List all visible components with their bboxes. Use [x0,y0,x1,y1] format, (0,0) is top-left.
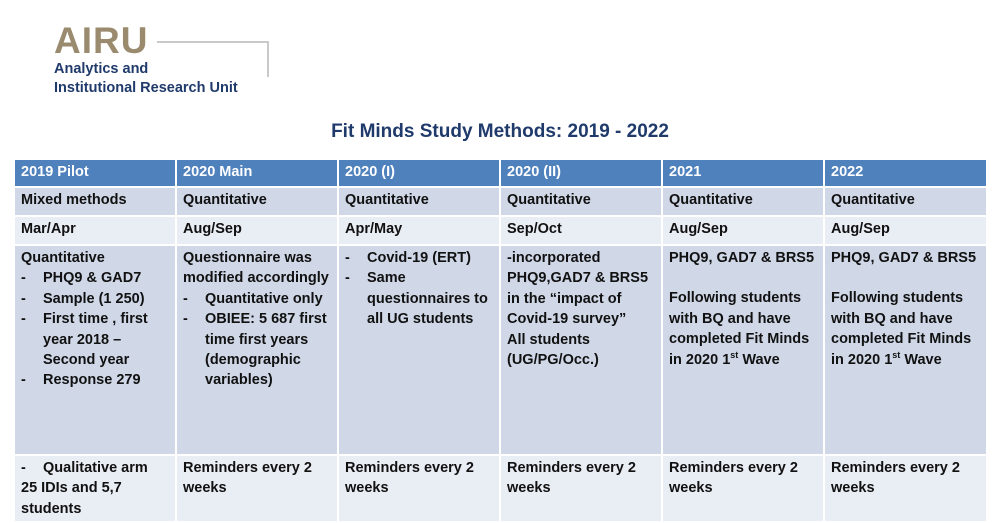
design-cell: Quantitative [662,187,824,216]
details-text: PHQ9, GAD7 & BRS5 [669,250,815,266]
period-cell: Aug/Sep [176,216,338,245]
design-cell: Quantitative [824,187,987,216]
details-item: - Response 279 [21,370,169,390]
design-cell: Quantitative [500,187,662,216]
period-row [14,216,987,245]
details-text-end: Wave [904,351,942,368]
details-text: -incorporated PHQ9,GAD7 & BRS5 in the “impact of Covid-19 survey” [507,250,649,328]
details-list [21,268,169,390]
design-cell: Quantitative [338,187,500,216]
airu-logo [54,22,238,98]
header-2020-i: 2020 (I) [338,159,500,187]
details-intro: Questionnaire was modified accordingly [183,250,329,287]
details-item: - Quantitative only [183,289,331,309]
period-cell: Aug/Sep [662,216,824,245]
period-cell: Sep/Oct [500,216,662,245]
details-item: - First time , first year 2018 – Second year [21,309,169,370]
details-list [345,248,493,330]
logo-divider-vertical [267,41,269,77]
period-cell: Aug/Sep [824,216,987,245]
logo-divider-horizontal [157,41,268,43]
followup-cell: Reminders every 2 weeks [662,455,824,522]
details-cell-2020-ii [500,245,662,455]
followup-text: 25 IDIs and 5,7 students [21,480,122,517]
design-cell: Quantitative [176,187,338,216]
header-2020-main: 2020 Main [176,159,338,187]
details-row [14,245,987,455]
period-cell: Mar/Apr [14,216,176,245]
details-list [183,289,331,391]
methods-table [13,158,988,523]
period-cell: Apr/May [338,216,500,245]
details-intro: Quantitative [21,250,105,266]
header-2021: 2021 [662,159,824,187]
ordinal-suffix: st [892,349,901,360]
ordinal-suffix: st [730,349,739,360]
details-item: - Covid-19 (ERT) [345,248,493,268]
page-title: Fit Minds Study Methods: 2019 - 2022 [331,121,669,142]
followup-cell: Reminders every 2 weeks [176,455,338,522]
details-text [669,288,817,370]
followup-row [14,455,987,522]
followup-list [21,458,169,478]
details-item: - OBIEE: 5 687 first time first years (demographic variables) [183,309,331,391]
details-text: All students (UG/PG/Occ.) [507,331,599,369]
design-cell: Mixed methods [14,187,176,216]
details-spacer [669,268,817,288]
details-cell-2022 [824,245,987,455]
details-text: PHQ9, GAD7 & BRS5 [831,250,977,266]
details-spacer [831,268,980,288]
details-cell-2020-main [176,245,338,455]
details-text-end: Wave [742,351,780,368]
header-row [14,159,987,187]
header-2019-pilot: 2019 Pilot [14,159,176,187]
followup-cell: Reminders every 2 weeks [824,455,987,522]
followup-item: - Qualitative arm [21,458,169,478]
header-2020-ii: 2020 (II) [500,159,662,187]
followup-cell-2019-pilot [14,455,176,522]
logo-subtitle-line-1: Analytics and [54,61,149,77]
logo-subtitle-line-2: Institutional Research Unit [54,80,238,96]
header-2022: 2022 [824,159,987,187]
details-text-main: Following students with BQ and have completed Fit Minds in 2020 1 [669,290,810,368]
details-item: - PHQ9 & GAD7 [21,268,169,288]
details-text [831,288,980,370]
details-cell-2020-i [338,245,500,455]
details-text-main: Following students with BQ and have completed Fit Minds in 2020 1 [831,290,972,368]
details-cell-2021 [662,245,824,455]
design-row [14,187,987,216]
followup-cell: Reminders every 2 weeks [500,455,662,522]
logo-title: AIRU [54,20,149,61]
details-item: - Same questionnaires to all UG students [345,268,493,329]
followup-cell: Reminders every 2 weeks [338,455,500,522]
details-item: - Sample (1 250) [21,289,169,309]
details-cell-2019-pilot [14,245,176,455]
